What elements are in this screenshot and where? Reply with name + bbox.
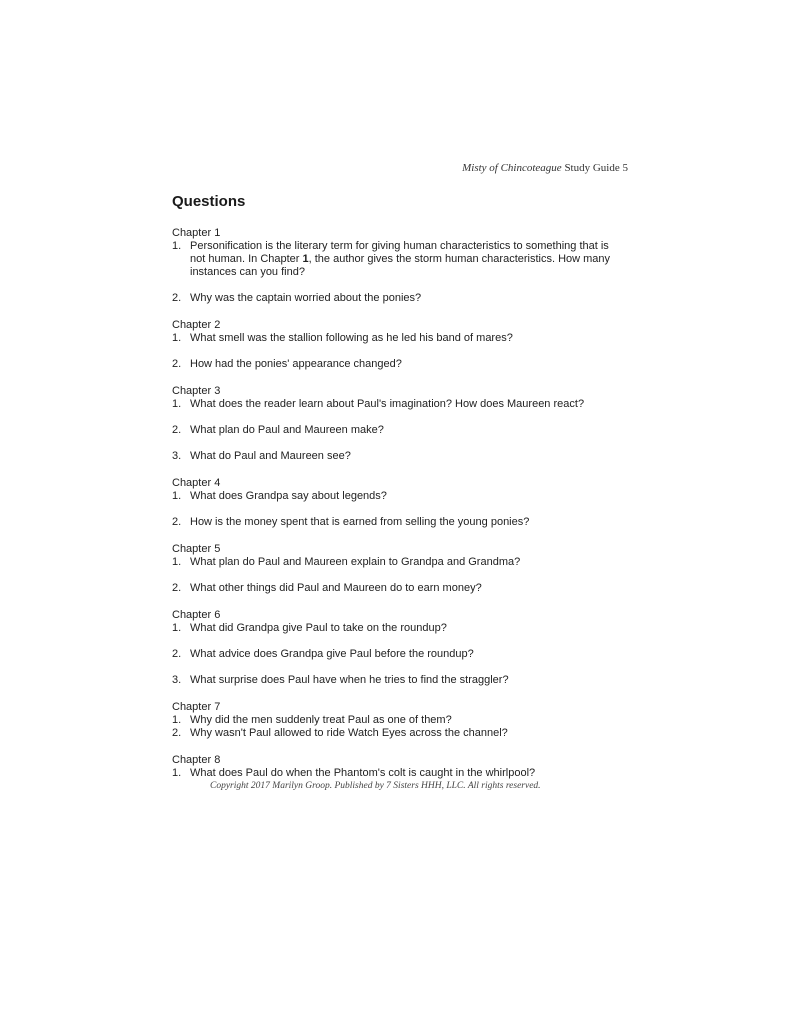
question-number: 3. [172, 674, 182, 686]
question-text [190, 240, 622, 279]
chapter-1 [172, 227, 622, 305]
question-text: What does Paul do when the Phantom's colt is caught in the whirlpool? [190, 767, 536, 779]
question-text-bold: 1 [302, 253, 309, 265]
question-number: 1. [172, 556, 182, 568]
question-text: Why was the captain worried about the ponies? [190, 292, 422, 304]
question-text-part: , the author gives the storm human characteristics. How many instances can you find? [190, 253, 611, 278]
chapter-heading: Chapter 6 [172, 609, 221, 621]
question-item [172, 292, 622, 305]
question-item [172, 556, 622, 569]
question-item [172, 767, 622, 780]
question-number: 1. [172, 240, 182, 252]
question-number: 1. [172, 767, 182, 779]
question-text: What does Grandpa say about legends? [190, 490, 387, 502]
questions-content [172, 193, 622, 794]
question-text: What do Paul and Maureen see? [190, 450, 351, 462]
question-number: 1. [172, 714, 182, 726]
question-text: Why did the men suddenly treat Paul as one of them? [190, 714, 452, 726]
question-text: How had the ponies' appearance changed? [190, 358, 402, 370]
question-text: Why wasn't Paul allowed to ride Watch Eyes across the channel? [190, 727, 508, 739]
question-text: What did Grandpa give Paul to take on the roundup? [190, 622, 447, 634]
running-header [462, 162, 628, 174]
question-text: What does the reader learn about Paul's imagination? How does Maureen react? [190, 398, 585, 410]
question-item [172, 332, 622, 345]
question-number: 2. [172, 648, 182, 660]
question-text: What smell was the stallion following as he led his band of mares? [190, 332, 513, 344]
chapter-7 [172, 701, 622, 740]
chapter-heading: Chapter 5 [172, 543, 221, 555]
question-item [172, 622, 622, 635]
question-number: 2. [172, 358, 182, 370]
copyright-footer: Copyright 2017 Marilyn Groop. Published by 7 Sisters HHH, LLC. All rights reserved. [210, 781, 541, 791]
question-text: How is the money spent that is earned from selling the young ponies? [190, 516, 530, 528]
chapter-heading: Chapter 2 [172, 319, 221, 331]
question-item [172, 490, 622, 503]
question-text: What surprise does Paul have when he tries to find the straggler? [190, 674, 509, 686]
question-number: 2. [172, 516, 182, 528]
chapter-3 [172, 385, 622, 463]
chapter-heading: Chapter 8 [172, 754, 221, 766]
chapter-2 [172, 319, 622, 371]
question-item [172, 358, 622, 371]
question-item [172, 424, 622, 437]
chapter-heading: Chapter 4 [172, 477, 221, 489]
question-number: 1. [172, 398, 182, 410]
question-item [172, 648, 622, 661]
question-item [172, 450, 622, 463]
question-number: 3. [172, 450, 182, 462]
question-item [172, 714, 622, 727]
question-number: 2. [172, 292, 182, 304]
question-text: What plan do Paul and Maureen make? [190, 424, 384, 436]
question-item [172, 674, 622, 687]
question-number: 2. [172, 727, 182, 739]
question-number: 2. [172, 424, 182, 436]
chapter-heading: Chapter 7 [172, 701, 221, 713]
chapter-5 [172, 543, 622, 595]
question-item [172, 240, 622, 279]
page-number: 5 [622, 162, 628, 174]
guide-label: Study Guide [564, 162, 620, 174]
chapter-8 [172, 754, 622, 780]
book-title: Misty of Chincoteague [462, 162, 562, 174]
question-text: What advice does Grandpa give Paul before the roundup? [190, 648, 474, 660]
question-number: 1. [172, 622, 182, 634]
question-text-part: Personification is the literary term for giving human characteristics to something that is not human. In Chapter [190, 240, 609, 265]
question-item [172, 727, 622, 740]
question-item [172, 516, 622, 529]
section-title: Questions [172, 193, 246, 210]
question-text: What other things did Paul and Maureen do to earn money? [190, 582, 482, 594]
question-item [172, 398, 622, 411]
question-number: 2. [172, 582, 182, 594]
chapter-4 [172, 477, 622, 529]
question-number: 1. [172, 490, 182, 502]
question-number: 1. [172, 332, 182, 344]
chapter-heading: Chapter 1 [172, 227, 221, 239]
question-text: What plan do Paul and Maureen explain to Grandpa and Grandma? [190, 556, 521, 568]
chapter-heading: Chapter 3 [172, 385, 221, 397]
question-item [172, 582, 622, 595]
chapter-6 [172, 609, 622, 687]
